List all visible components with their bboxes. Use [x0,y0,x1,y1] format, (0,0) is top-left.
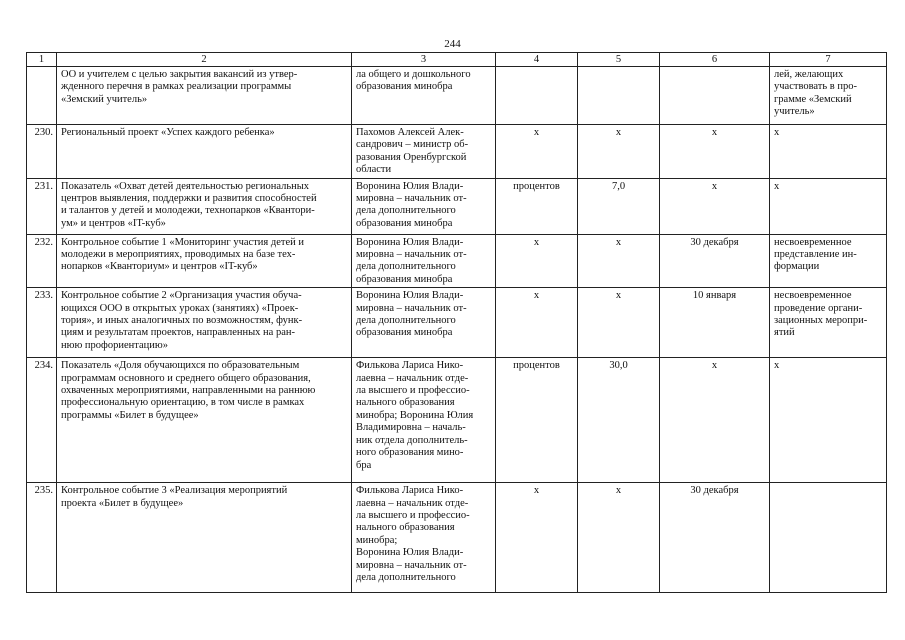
table-row [27,483,887,593]
target-value: х [578,125,660,179]
row-number: 234. [27,358,57,483]
target-value: 7,0 [578,178,660,234]
responsible-person: Воронина Юлия Влади- мировна – начальник от- дела дополнительного образования минобра [352,288,496,358]
row-number: 233. [27,288,57,358]
indicator-name: Контрольное событие 3 «Реализация мероприятий проекта «Билет в будущее» [57,483,352,593]
column-header-5: 5 [578,53,660,67]
deadline: 30 декабря [660,234,770,288]
unit-of-measure [496,67,578,125]
deadline [660,67,770,125]
table-row [27,125,887,179]
responsible-person: Воронина Юлия Влади- мировна – начальник от- дела дополнительного образования минобра [352,178,496,234]
deadline: 10 января [660,288,770,358]
column-number-row [27,53,887,67]
column-header-2: 2 [57,53,352,67]
table-row [27,178,887,234]
responsible-person: Филькова Лариса Нико- лаевна – начальник отде- ла высшего и профессио- нального образования минобра; Воронина Юлия Влади- мировна – начальник от- дела дополнительного [352,483,496,593]
indicator-name: ОО и учителем с целью закрытия вакансий из утвер- жденного перечня в рамках реализации программы «Земский учитель» [57,67,352,125]
indicator-name: Региональный проект «Успех каждого ребенка» [57,125,352,179]
column-header-7: 7 [770,53,887,67]
plan-table [26,52,887,593]
column-header-3: 3 [352,53,496,67]
target-value: х [578,288,660,358]
target-value [578,67,660,125]
risk-description: лей, желающих участвовать в про- грамме «Земский учитель» [770,67,887,125]
row-number [27,67,57,125]
page-number: 244 [444,38,461,50]
table-row [27,234,887,288]
unit-of-measure: х [496,483,578,593]
indicator-name: Показатель «Доля обучающихся по образовательным программам основного и среднего общего образования, охваченных мероприятиями, направленными на раннюю профессиональную ориентацию, в том числе в рамках программы «Билет в будущее» [57,358,352,483]
unit-of-measure: процентов [496,178,578,234]
target-value: х [578,234,660,288]
row-number: 232. [27,234,57,288]
deadline: х [660,358,770,483]
risk-description: несвоевременное проведение органи- зационных меропри- ятий [770,288,887,358]
indicator-name: Контрольное событие 1 «Мониторинг участия детей и молодежи в мероприятиях, проводимых на базе тех- нопарков «Кванториум» и центров «IT-куб» [57,234,352,288]
risk-description: х [770,178,887,234]
responsible-person: ла общего и дошкольного образования минобра [352,67,496,125]
responsible-person: Пахомов Алексей Алек- сандрович – министр об- разования Оренбургской области [352,125,496,179]
column-header-4: 4 [496,53,578,67]
responsible-person: Воронина Юлия Влади- мировна – начальник от- дела дополнительного образования минобра [352,234,496,288]
indicator-name: Контрольное событие 2 «Организация участия обуча- ющихся ООО в открытых уроках (занятиях) «Проек- тория», и иных аналогичных по возможностям, функ- циям и результатам проектов, направленных на ран- нюю профориентацию» [57,288,352,358]
risk-description: х [770,125,887,179]
unit-of-measure: х [496,125,578,179]
table-row [27,288,887,358]
unit-of-measure: х [496,234,578,288]
indicator-name: Показатель «Охват детей деятельностью региональных центров выявления, поддержки и развития способностей и талантов у детей и молодежи, технопарков «Квантори- ум» и центров «IT-куб» [57,178,352,234]
target-value: х [578,483,660,593]
deadline: 30 декабря [660,483,770,593]
deadline: х [660,178,770,234]
unit-of-measure: процентов [496,358,578,483]
row-number: 230. [27,125,57,179]
risk-description: х [770,358,887,483]
responsible-person: Филькова Лариса Нико- лаевна – начальник отде- ла высшего и профессио- нального образования минобра; Воронина Юлия Владимировна – началь- ник отдела дополнитель- ного образования мино- бра [352,358,496,483]
column-header-6: 6 [660,53,770,67]
column-header-1: 1 [27,53,57,67]
risk-description: несвоевременное представление ин- формации [770,234,887,288]
target-value: 30,0 [578,358,660,483]
risk-description [770,483,887,593]
deadline: х [660,125,770,179]
table-row [27,358,887,483]
row-number: 235. [27,483,57,593]
table-row [27,67,887,125]
row-number: 231. [27,178,57,234]
unit-of-measure: х [496,288,578,358]
